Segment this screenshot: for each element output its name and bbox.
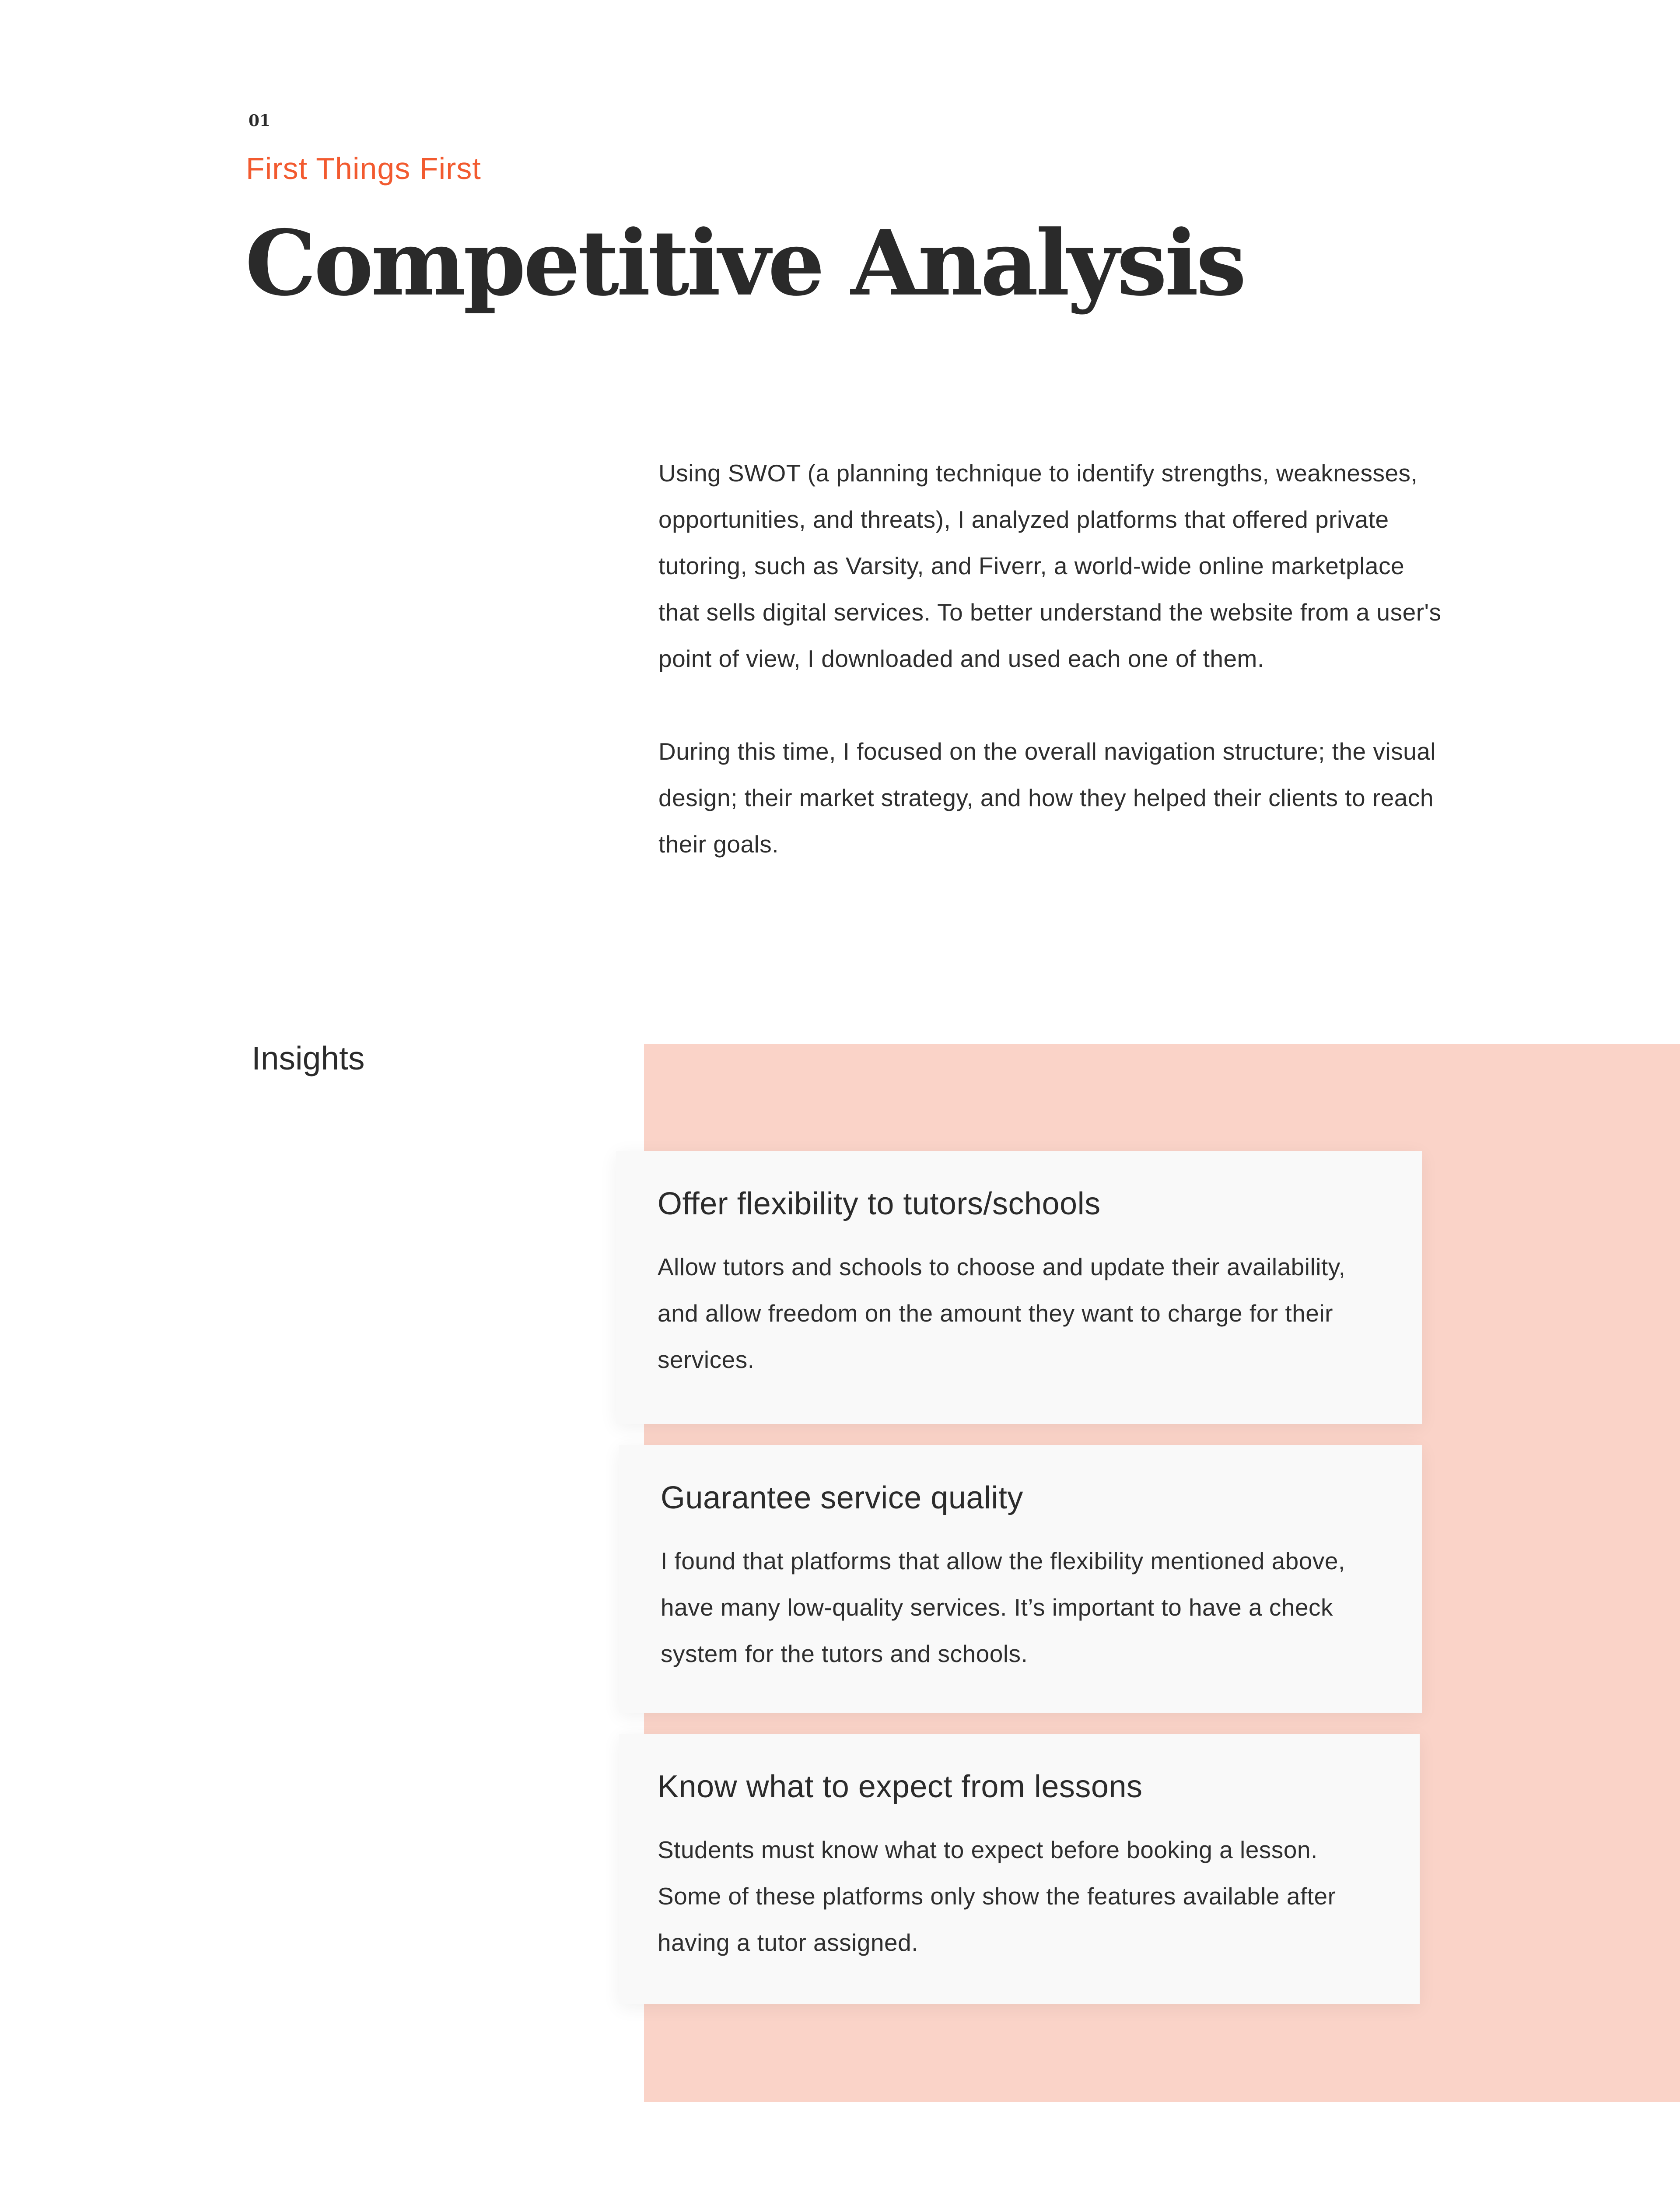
insight-card-title: Know what to expect from lessons <box>658 1769 1143 1804</box>
intro-paragraph: During this time, I focused on the overall navigation structure; the visual design; their market strategy, and how they helped their clients to reach their goals. <box>658 738 1436 858</box>
page-title: Competitive Analysis <box>245 211 1244 316</box>
insight-card <box>616 1151 1422 1424</box>
section-eyebrow: First Things First <box>246 151 481 186</box>
insight-card-title: Guarantee service quality <box>661 1480 1023 1515</box>
insight-card <box>619 1445 1422 1713</box>
intro-paragraph: Using SWOT (a planning technique to identify strengths, weaknesses, opportunities, and threats), I analyzed platforms that offered private tutoring, such as Varsity, and Fiverr, a world-wide online marketplace that sells digital services. To better understand the website from a user's point of view, I downloaded and used each one of them. <box>658 459 1442 672</box>
intro-text <box>658 450 1446 867</box>
section-number: 01 <box>248 112 271 130</box>
insight-card-body: I found that platforms that allow the flexibility mentioned above, have many low-quality services. It’s important to have a check system for the tutors and schools. <box>661 1547 1345 1667</box>
insight-card-body: Students must know what to expect before booking a lesson. Some of these platforms only show the features available after having a tutor assigned. <box>658 1836 1336 1956</box>
insights-heading: Insights <box>252 1040 365 1076</box>
insight-card-body: Allow tutors and schools to choose and update their availability, and allow freedom on the amount they want to charge for their services. <box>658 1253 1346 1373</box>
insight-card-title: Offer flexibility to tutors/schools <box>658 1186 1101 1221</box>
insight-card <box>619 1734 1420 2004</box>
